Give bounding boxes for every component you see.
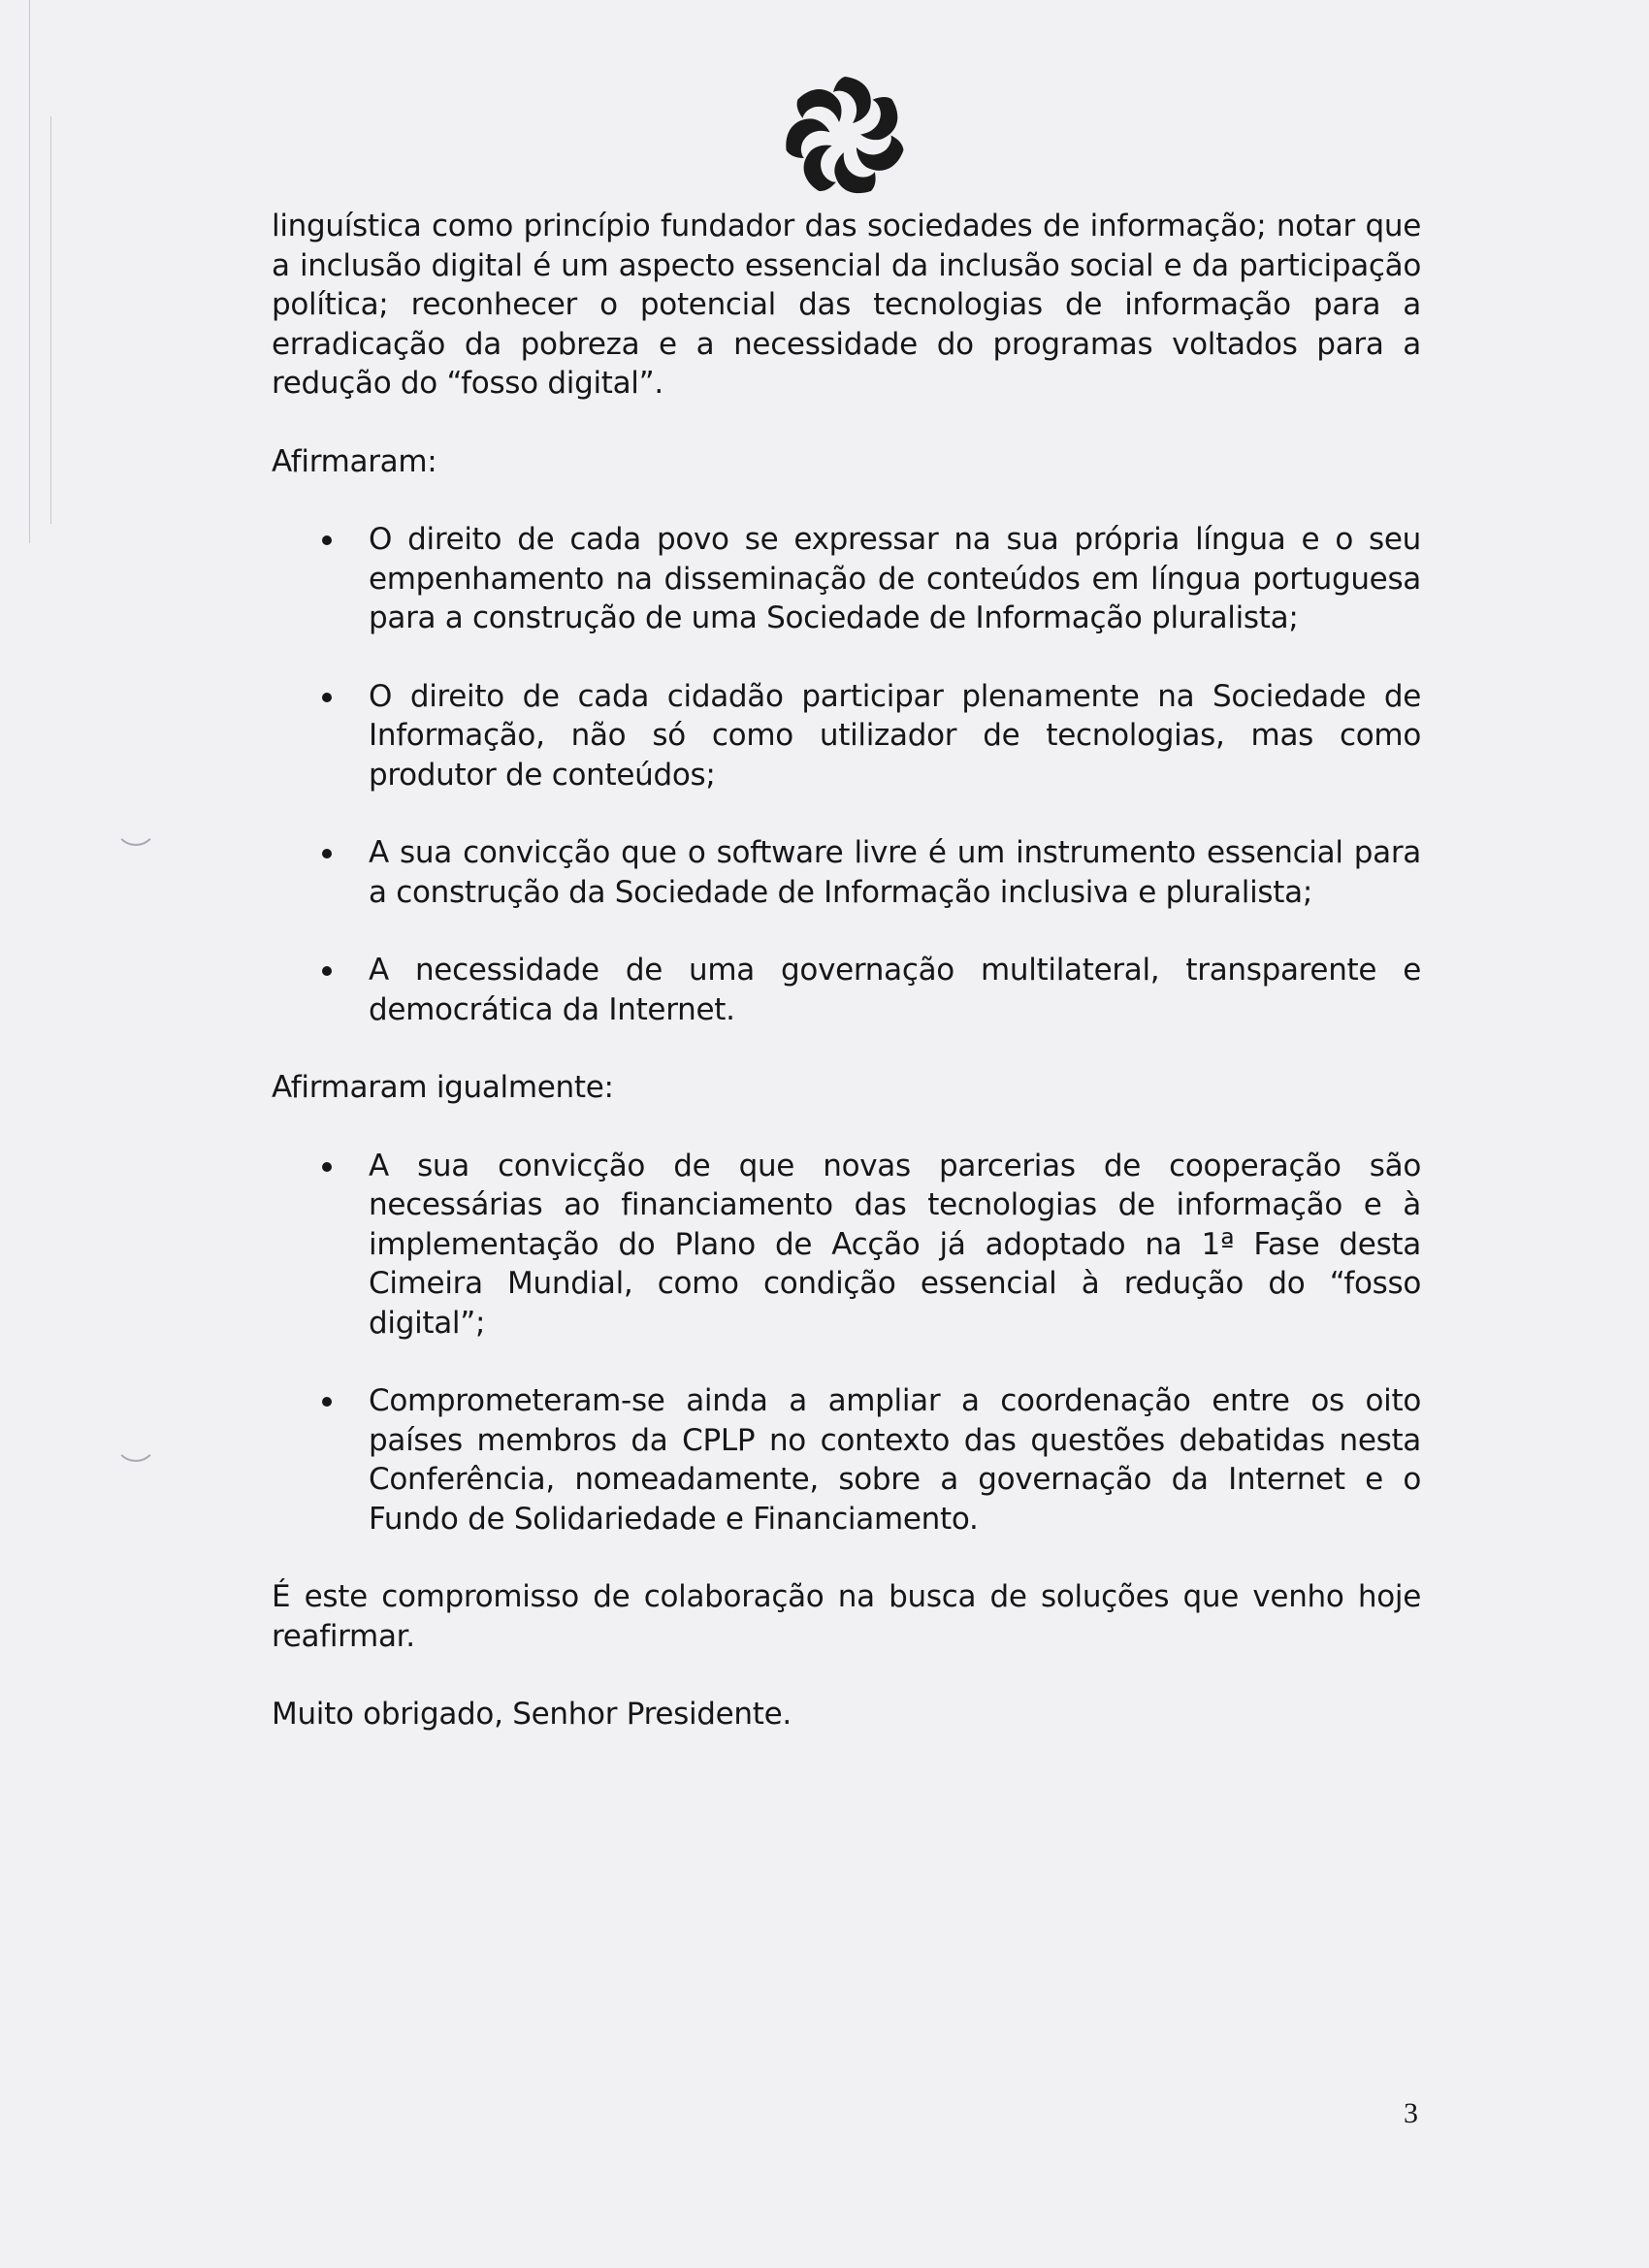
thanks-line: Muito obrigado, Senhor Presidente. — [272, 1697, 792, 1732]
page-number: 3 — [1404, 2097, 1418, 2129]
bullet-icon — [322, 966, 332, 976]
list-item — [272, 520, 1421, 638]
list-item — [272, 951, 1421, 1029]
bullet-icon — [322, 1397, 332, 1407]
list-item-text: O direito de cada cidadão participar plenamente na Sociedade de Informação, não só como utilizador de tecnologias, mas como produtor de conteúdos; — [369, 678, 1421, 793]
cplp-swirl-logo-icon — [772, 64, 918, 210]
list-item — [272, 677, 1421, 795]
list-item — [272, 833, 1421, 912]
bullet-icon — [322, 849, 332, 859]
punch-hole-mark — [114, 803, 157, 846]
list-item — [272, 1381, 1421, 1539]
punch-hole-mark — [114, 1419, 157, 1462]
bullet-icon — [322, 535, 332, 545]
section-heading-afirmaram-igualmente: Afirmaram igualmente: — [272, 1070, 614, 1105]
bullet-list-afirmaram — [272, 520, 1421, 1029]
document-body — [272, 207, 1421, 1734]
list-item-text: A necessidade de uma governação multilateral, transparente e democrática da Internet. — [369, 953, 1421, 1027]
bullet-list-afirmaram-igualmente — [272, 1147, 1421, 1539]
list-item-text: A sua convicção que o software livre é um instrumento essencial para a construção da Sociedade de Informação inclusiva e pluralista; — [369, 835, 1421, 910]
scan-edge-mark — [29, 0, 30, 543]
list-item — [272, 1147, 1421, 1344]
intro-paragraph: linguística como princípio fundador das sociedades de informação; notar que a inclusão digital é um aspecto essencial da inclusão social e da participação política; reconhecer o potencial das tecnologias de informação para a erradicação da pobreza e a necessidade do programas voltados para a redução do “fosso digital”. — [272, 209, 1421, 401]
list-item-text: O direito de cada povo se expressar na sua própria língua e o seu empenhamento na disseminação de conteúdos em língua portuguesa para a construção de uma Sociedade de Informação pluralista; — [369, 522, 1421, 635]
scan-edge-mark — [50, 116, 51, 524]
bullet-icon — [322, 693, 332, 702]
section-heading-afirmaram: Afirmaram: — [272, 443, 437, 479]
closing-paragraph: É este compromisso de colaboração na busca de soluções que venho hoje reafirmar. — [272, 1579, 1421, 1654]
bullet-icon — [322, 1162, 332, 1172]
list-item-text: A sua convicção de que novas parcerias de cooperação são necessárias ao financiamento das tecnologias de informação e à implementação do Plano de Acção já adoptado na 1ª Fase desta Cimeira Mundial, como condição essencial à redução do “fosso digital”; — [369, 1148, 1421, 1341]
list-item-text: Comprometeram-se ainda a ampliar a coordenação entre os oito países membros da CPLP no contexto das questões debatidas nesta Conferência, nomeadamente, sobre a governação da Internet e o Fundo de Solidariedade e Financiamento. — [369, 1383, 1421, 1537]
